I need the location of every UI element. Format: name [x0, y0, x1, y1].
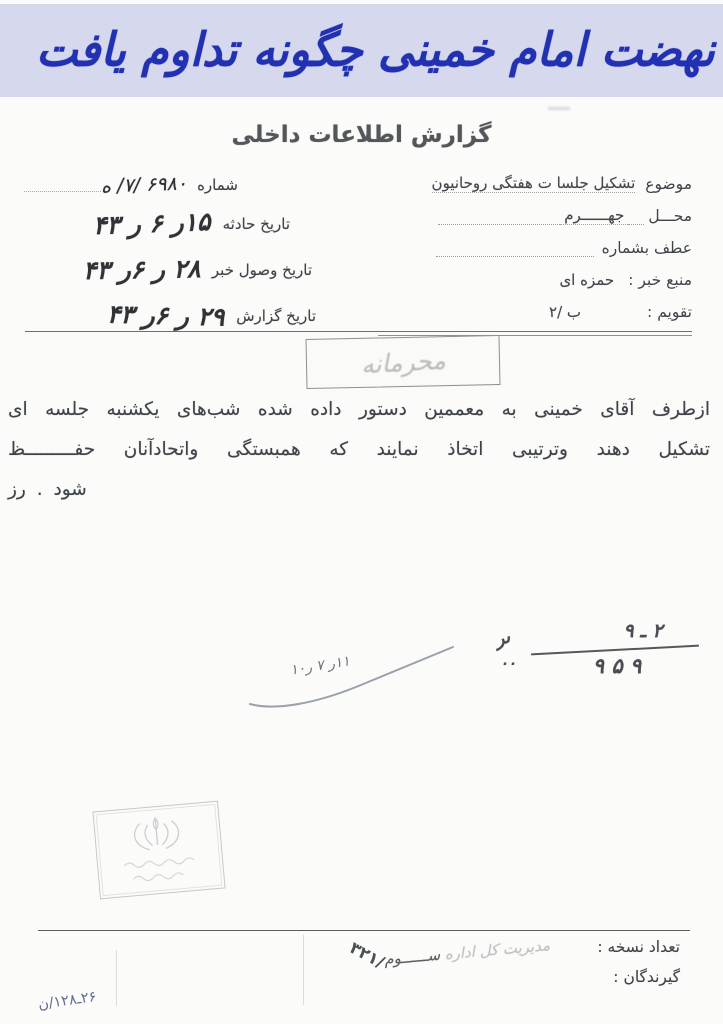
- signature-swoosh-line: [238, 640, 460, 714]
- dotted-line: [24, 178, 101, 192]
- location-label: محـــل: [648, 207, 692, 225]
- incident-date-value-handwritten: ۴۳ ر ۶ ر۱۵: [92, 206, 212, 241]
- handwritten-scribble: ىر: [492, 626, 513, 651]
- handwritten-signature: [238, 640, 460, 714]
- book-title-calligraphy: نهضت امام خمینی چگونه تداوم یافت: [36, 23, 715, 78]
- field-row-received-date: [22, 251, 322, 288]
- handwritten-filing-note: [492, 620, 710, 688]
- field-row-report-date: [22, 297, 322, 334]
- source-label: منبع خبر :: [628, 271, 692, 289]
- divider-line: [25, 331, 692, 332]
- directorate-number: /۳۲۱: [346, 938, 388, 972]
- field-row-source: [436, 270, 692, 289]
- received-date-label: تاریخ وصول خبر: [211, 260, 312, 279]
- incident-date-label: تاریخ حادثه: [222, 214, 290, 233]
- body-line-2: تشکیل دهند وترتیبی اتخاذ نمایند که همبستگی واتحادآنان حفـــــــــظ: [8, 439, 710, 460]
- handwritten-date-note: ۱۰ر ۷ ر۱۱: [289, 653, 351, 679]
- number-value-handwritten: ه /۷/ ۶۹۸۰: [100, 172, 188, 198]
- field-row-location: [436, 206, 692, 225]
- dotted-line: [438, 209, 560, 225]
- field-row-number: [22, 174, 322, 196]
- archive-emblem-stamp: [92, 801, 225, 900]
- confidential-stamp-text: محرمانه: [359, 345, 447, 379]
- source-value: حمزه ای: [559, 271, 615, 289]
- dotted-line: [628, 209, 644, 225]
- field-row-reference: [436, 238, 692, 257]
- report-body: [8, 390, 710, 510]
- directorate-text-faint: مدیریت کل اداره: [443, 936, 551, 964]
- evaluation-label: تقویم :: [647, 303, 692, 321]
- dotted-line: [436, 241, 594, 257]
- directorate-text: ســــــوم: [383, 945, 441, 969]
- book-header-banner: [0, 4, 723, 97]
- form-fields-right: [431, 174, 692, 334]
- subject-value: تشکیل جلسا ت هفتگی روحانیون: [431, 174, 636, 192]
- form-number: ن/۱۲۸ـ۲۶: [37, 988, 98, 1014]
- confidential-stamp-box: [305, 335, 500, 389]
- report-date-label: تاریخ گزارش: [236, 306, 316, 325]
- body-line-1: ازطرف آقای خمینی به معممین دستور داده شده شب‌های یکشنبه جلسه ای: [8, 399, 710, 420]
- handwritten-dots: ..: [503, 654, 519, 669]
- footer-column-line: [116, 950, 117, 1006]
- received-date-value-handwritten: ۴۳ ر۶ ر ۲۸: [82, 253, 201, 286]
- scan-smudge: [548, 107, 570, 110]
- evaluation-value: ۲/ ب: [549, 303, 582, 321]
- body-line-3: شود . رز: [8, 479, 87, 500]
- report-title: گزارش اطلاعات داخلی: [231, 122, 492, 148]
- report-date-value-handwritten: ۴۳ ر۶ ر ۲۹: [106, 299, 225, 332]
- copies-label: تعداد نسخه :: [597, 938, 680, 956]
- footer-labels: [597, 938, 680, 998]
- subject-label: موضوع: [645, 175, 692, 193]
- directorate-note: [298, 935, 554, 1017]
- number-label: شماره: [197, 176, 238, 194]
- iran-emblem-icon: [93, 802, 222, 896]
- location-value: جهــــــرم: [560, 206, 628, 225]
- fraction-numerator: ۹ ـ ۲: [623, 620, 663, 642]
- recipients-label: گیرندگان :: [613, 968, 680, 986]
- footer-divider-line: [38, 930, 690, 931]
- form-fields-left: [22, 174, 322, 343]
- field-row-subject: [431, 174, 692, 193]
- field-row-evaluation: [436, 302, 692, 321]
- field-row-incident-date: [22, 205, 322, 242]
- reference-label: عطف بشماره: [601, 239, 692, 257]
- fraction-denominator: ۹ ۵ ۹: [592, 654, 642, 678]
